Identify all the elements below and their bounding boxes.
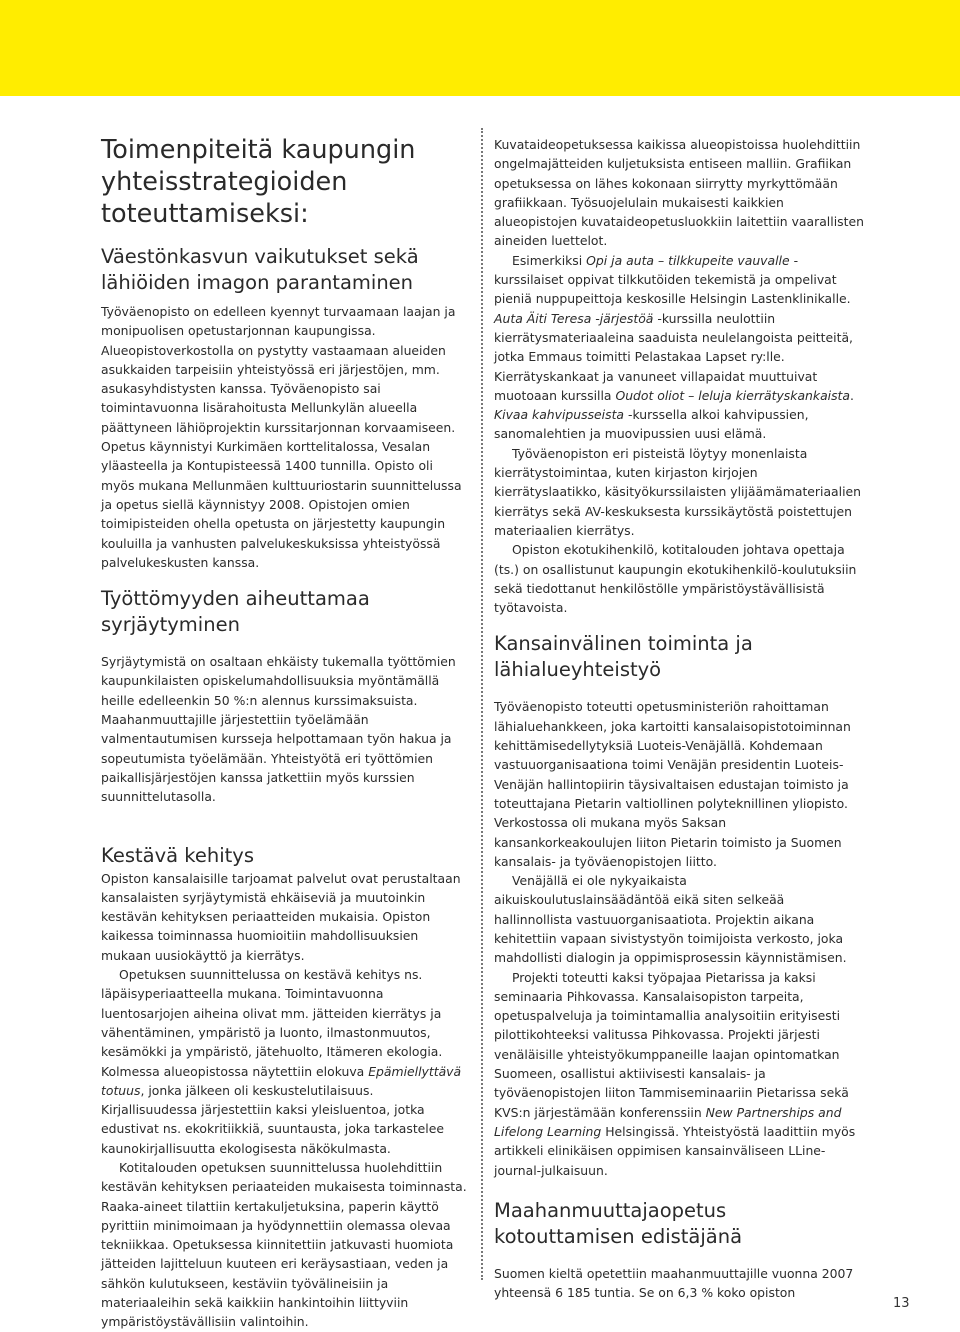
paragraph-international-2: Venäjällä ei ole nykyaikaista aikuiskoulutuslainsäädäntöä eikä siten selkeää hallinnollista vastuuorganisaatiota. Projektin aikana kehitettiin vapaan sivistystyön toimijoista verkosto, joka mahdollisti dialogin ja oppimisprosessin käynnistämisen. — [494, 873, 847, 966]
paragraph-recycling: Työväenopiston eri pisteistä löytyy monenlaista kierrätystoimintaa, kuten kirjaston kirjojen kierrätyslaatikko, käsityökurssilaisten ylijäämämateriaalien kierrätys sekä AV-keskuksesta kurssikäytöstä poistettujen materiaalien kierrätys. — [494, 445, 862, 538]
paragraph-immigrants: Suomen kieltä opetettiin maahanmuuttajille vuonna 2007 yhteensä 6 185 tuntia. Se on 6,3 % koko opiston — [494, 1265, 854, 1301]
paragraph-international-1: Työväenopisto toteutti opetusministeriön rahoittaman lähialuehankkeen, joka kartoitti kansalaisopistotoiminnan kehittämisedellytyksiä Luoteis-Venäjällä. Kohdemaan vastuuorganisaationa toimi Venäjän presidentin Luoteis-Venäjän hallintopiirin täysivaltaisen edustajan toimisto ja toteuttajana Pietarin valtiollinen polyteknillinen yliopisto. Verkostossa oli mukana myös Saksan kansankorkeakoulujen liiton Pietarin toimisto ja Suomen kansalais- ja työväenopistojen liitto. — [494, 699, 851, 869]
section-heading-sustainability: Kestävä kehitys — [101, 843, 254, 867]
paragraph-sustainability-1: Opiston kansalaisille tarjoamat palvelut ovat perustaltaan kansalaisten syrjäytymistä ehkäiseviä ja muutoinkin kestävän kehityksen periaatteiden mukaisia. Opiston kaikessa toiminnassa huomioitiin mahdollisuuksien mukaan uusiokäyttö ja kierrätys. — [101, 870, 461, 963]
conference-name: New Partnerships and Lifelong Learning — [494, 1104, 842, 1139]
paragraph-examples: Esimerkiksi Opi ja auta – tilkkupeite vauvalle -kurssilaiset oppivat tilkkutöiden tekemistä ja ompelivat pieniä nuppupeittoja keskosille Helsingin Lastenklinikalle. Auta Äiti Teresa -järjestöä -kurssilla neulottiin kierrätysmateriaaleina saaduista neulelangoista peitteitä, jotka Emmaus toimitti Pelastakaa Lapset ry:lle. Kierrätyskankaat ja vanuneet villapaidat muuttuivat muotoaan kurssilla Oudot oliot – leluja kierrätyskankaista. Kivaa kahvipusseista -kurssella alkoi kahvipussien, sanomalehtien ja muovipussien uusi elämä. — [494, 252, 854, 442]
course-name-1: Opi ja auta – tilkkupeite vauvalle — [586, 252, 790, 268]
right-column — [494, 135, 864, 1302]
paragraph-sustainability-2: Opetuksen suunnittelussa on kestävä kehitys ns. läpäisyperiaatteella mukana. Toimintavuonna luentosarjojen aiheina olivat mm. jätteiden kierrätys ja vähentäminen, ympäristö ja luonto, ilmastonmuutos, kesämökki ja ympäristö, jätehuolto, Itämeren ekologia. Kolmessa alueopistossa näytettiin elokuva Epämiellyttävä totuus, jonka jälkeen oli keskustelutilaisuus. Kirjallisuudessa järjestettiin kaksi yleisluentoa, jotka edustivat ns. ekokritiikkiä, suuntausta, joka tarkastelee kaunokirjallisuutta ekologisesta näkökulmasta. — [101, 967, 462, 1156]
column-divider — [481, 128, 483, 1280]
course-name-3: Oudot oliot – leluja kierrätyskankaista — [615, 387, 851, 403]
main-heading: Toimenpiteitä kaupungin yhteisstrategioiden toteuttamiseksi: — [101, 135, 416, 229]
section-heading-international: Kansainvälinen toiminta ja lähialueyhteistyö — [494, 632, 753, 682]
section-heading-unemployment: Työttömyyden aiheuttamaa syrjäytyminen — [101, 587, 370, 637]
paragraph-unemployment: Syrjäytymistä on osaltaan ehkäisty tukemalla työttömien kaupunkilaisten opiskelumahdollisuuksia myöntämällä heille edelleenkin 50 %:n alennus kurssimaksuista. Maahanmuuttajille järjestettiin työelämään valmentautumisen kursseja helpottamaan työn hakua ja sopeutumista työelämään. Yhteistyötä eri työttömien paikallisjärjestöjen kanssa jatkettiin myös kurssien suunnittelutasolla. — [101, 654, 456, 805]
film-title: Epämiellyttävä totuus — [101, 1063, 462, 1098]
paragraph-eco-support: Opiston ekotukihenkilö, kotitalouden johtava opettaja (ts.) on osallistunut kaupungin ekotukihenkilö-koulutuksiin sekä tiedottanut henkilöstölle ympäristöystävällisistä työtavoista. — [494, 542, 857, 616]
left-column — [101, 134, 467, 1332]
course-name-2: Auta Äiti Teresa -järjestöä — [494, 310, 654, 326]
paragraph-art-education: Kuvataideopetuksessa kaikissa alueopistoissa huolehdittiin ongelmajätteiden kuljetuksista entiseen malliin. Grafiikan opetuksessa on lähes kokonaan siirrytty myrkyttömään grafiikkaan. Työsuojelulain mukaisesti kaikkien alueopistojen kuvataideopetusluokkiin laitettiin vaarallisten aineiden luettelot. — [494, 137, 864, 249]
page-number: 13 — [893, 1296, 910, 1311]
section-heading-immigrants: Maahanmuuttajaopetus kotouttamisen edistäjänä — [494, 1198, 743, 1248]
paragraph-sustainability-3: Kotitalouden opetuksen suunnittelussa huolehdittiin kestävän kehityksen periaateiden mukaisesta toiminnasta. Raaka-aineet tilattiin kertakuljetuksina, paperin käyttö pyrittiin minimoimaan ja hyödynnettiin olemassa olevaa tekniikkaa. Opetuksessa kiinnitettiin jatkuvasti huomiota jätteiden lajitteluun kuuteen eri keräysastiaan, veden ja sähkön kulutukseen, kestäviin työvälineisiin ja materiaaleihin sekä kaikkiin hankintoihin liittyviin ympäristöystävällisiin valintoihin. — [101, 1159, 467, 1330]
course-name-4: Kivaa kahvipusseista — [494, 407, 625, 423]
yellow-header-band — [0, 0, 960, 96]
paragraph-population: Työväenopisto on edelleen kyennyt turvaamaan laajan ja monipuolisen opetustarjonnan kaupungissa. Alueopistoverkostolla on pystytty vastaamaan alueiden asukkaiden tarpeisiin yhteistyössä eri järjestöjen, mm. asukasyhdistysten kanssa. Työväenopisto sai toimintavuonna lisärahoitusta Mellunkylän alueella päättyneen lähiöprojektin kurssitarjonnan korvaamiseen. Opetus käynnistyi Kurkimäen korttelitalossa, Vesalan yläasteella ja Kontupisteessä 1400 tunnilla. Opisto oli myös mukana Mellunmäen kulttuuriostarin suunnittelussa ja opetus siellä käynnistyy 2008. Opistojen omien toimipisteiden ohella opetusta on järjestetty kaupungin kouluilla ja vanhusten palvelukeskuksissa yhteistyössä palvelukeskusten kanssa. — [101, 304, 462, 570]
section-heading-population: Väestönkasvun vaikutukset sekä lähiöiden imagon parantaminen — [101, 245, 419, 294]
paragraph-international-3: Projekti toteutti kaksi työpajaa Pietarissa ja kaksi seminaaria Pihkovassa. Kansalaisopiston tarpeita, opetuspalveluja ja toimintamallia analysoitiin erityisesti pilottikohteeksi valitussa Pihkovassa. Projekti järjesti venäläisille yhteistyökumppaneille laajan opintomatkan Suomeen, osallistui aktiivisesti kansalais- ja työväenopistojen liiton Tammiseminaariin Pietarissa sekä KVS:n järjestämään konferenssiin New Partnerships and Lifelong Learning Helsingissä. Yhteistyöstä laadittiin myös artikkeli elinikäisen oppimisen kansainväliseen LLine-journal-julkaisuun. — [494, 969, 856, 1178]
